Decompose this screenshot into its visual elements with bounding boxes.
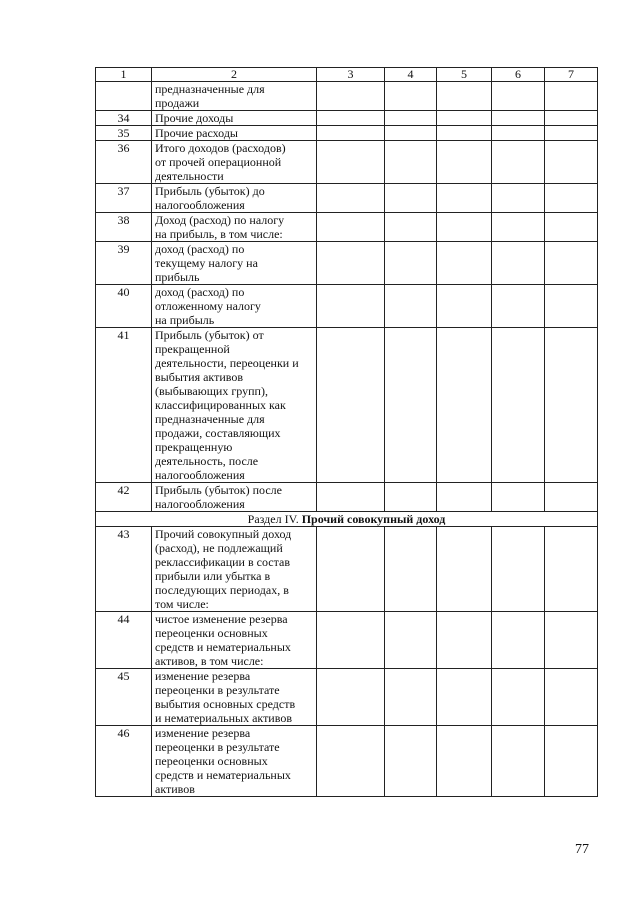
value-cell xyxy=(437,285,492,328)
value-cell xyxy=(545,126,598,141)
row-indicator: Доход (расход) по налогу на прибыль, в том числе: xyxy=(152,213,317,242)
row-number: 46 xyxy=(96,726,152,797)
row-number: 39 xyxy=(96,242,152,285)
table-row xyxy=(96,483,598,512)
column-header: 4 xyxy=(385,68,437,82)
value-cell xyxy=(317,82,385,111)
row-indicator: Итого доходов (расходов) от прочей операционной деятельности xyxy=(152,141,317,184)
value-cell xyxy=(317,126,385,141)
row-indicator: доход (расход) по текущему налогу на прибыль xyxy=(152,242,317,285)
table-row xyxy=(96,285,598,328)
value-cell xyxy=(545,285,598,328)
value-cell xyxy=(437,328,492,483)
value-cell xyxy=(317,285,385,328)
column-header: 3 xyxy=(317,68,385,82)
row-number: 41 xyxy=(96,328,152,483)
value-cell xyxy=(437,483,492,512)
row-indicator: доход (расход) по отложенному налогу на прибыль xyxy=(152,285,317,328)
column-header: 2 xyxy=(152,68,317,82)
value-cell xyxy=(317,527,385,612)
value-cell xyxy=(492,82,545,111)
row-indicator: Прибыль (убыток) после налогообложения xyxy=(152,483,317,512)
row-indicator: чистое изменение резерва переоценки основных средств и нематериальных активов, в том числе: xyxy=(152,612,317,669)
page-number: 77 xyxy=(575,842,589,857)
value-cell xyxy=(437,669,492,726)
value-cell xyxy=(317,184,385,213)
value-cell xyxy=(437,726,492,797)
table-row xyxy=(96,141,598,184)
value-cell xyxy=(492,126,545,141)
value-cell xyxy=(492,328,545,483)
row-indicator: Прочие доходы xyxy=(152,111,317,126)
value-cell xyxy=(437,126,492,141)
table-row xyxy=(96,726,598,797)
column-header: 1 xyxy=(96,68,152,82)
table-row xyxy=(96,82,598,111)
value-cell xyxy=(385,483,437,512)
row-number: 38 xyxy=(96,213,152,242)
value-cell xyxy=(437,111,492,126)
column-header: 6 xyxy=(492,68,545,82)
row-indicator: Прочие расходы xyxy=(152,126,317,141)
table-body xyxy=(96,68,598,797)
row-number: 37 xyxy=(96,184,152,213)
value-cell xyxy=(385,141,437,184)
value-cell xyxy=(385,111,437,126)
value-cell xyxy=(545,242,598,285)
value-cell xyxy=(385,285,437,328)
row-indicator: изменение резерва переоценки в результате переоценки основных средств и нематериальных активов xyxy=(152,726,317,797)
value-cell xyxy=(317,328,385,483)
value-cell xyxy=(492,669,545,726)
value-cell xyxy=(545,483,598,512)
value-cell xyxy=(317,242,385,285)
value-cell xyxy=(437,242,492,285)
value-cell xyxy=(545,328,598,483)
section-heading xyxy=(96,512,598,527)
financial-report-table xyxy=(95,67,598,797)
value-cell xyxy=(545,213,598,242)
value-cell xyxy=(317,141,385,184)
value-cell xyxy=(545,612,598,669)
value-cell xyxy=(437,527,492,612)
table-row xyxy=(96,612,598,669)
column-header: 7 xyxy=(545,68,598,82)
value-cell xyxy=(385,328,437,483)
value-cell xyxy=(385,126,437,141)
table-row xyxy=(96,213,598,242)
table-row xyxy=(96,126,598,141)
row-number: 35 xyxy=(96,126,152,141)
value-cell xyxy=(317,726,385,797)
row-number: 40 xyxy=(96,285,152,328)
row-number: 36 xyxy=(96,141,152,184)
row-number: 34 xyxy=(96,111,152,126)
row-number xyxy=(96,82,152,111)
row-number: 42 xyxy=(96,483,152,512)
table-row xyxy=(96,328,598,483)
value-cell xyxy=(545,527,598,612)
value-cell xyxy=(317,111,385,126)
value-cell xyxy=(545,141,598,184)
value-cell xyxy=(492,527,545,612)
row-number: 45 xyxy=(96,669,152,726)
value-cell xyxy=(437,184,492,213)
value-cell xyxy=(385,527,437,612)
value-cell xyxy=(385,213,437,242)
value-cell xyxy=(317,483,385,512)
value-cell xyxy=(317,669,385,726)
value-cell xyxy=(492,111,545,126)
section-title: Прочий совокупный доход xyxy=(301,512,446,526)
section-row xyxy=(96,512,598,527)
table-row xyxy=(96,669,598,726)
table-header-row xyxy=(96,68,598,82)
value-cell xyxy=(545,726,598,797)
value-cell xyxy=(545,184,598,213)
value-cell xyxy=(385,242,437,285)
value-cell xyxy=(385,612,437,669)
value-cell xyxy=(545,669,598,726)
value-cell xyxy=(385,669,437,726)
value-cell xyxy=(385,184,437,213)
row-indicator: Прочий совокупный доход (расход), не подлежащий реклассификации в состав прибыли или убытка в последующих периодах, в том числе: xyxy=(152,527,317,612)
value-cell xyxy=(492,285,545,328)
column-header: 5 xyxy=(437,68,492,82)
value-cell xyxy=(492,242,545,285)
table-row xyxy=(96,242,598,285)
table-row xyxy=(96,184,598,213)
row-number: 44 xyxy=(96,612,152,669)
value-cell xyxy=(492,726,545,797)
value-cell xyxy=(317,612,385,669)
row-indicator: Прибыль (убыток) до налогообложения xyxy=(152,184,317,213)
value-cell xyxy=(492,612,545,669)
row-indicator: Прибыль (убыток) от прекращенной деятельности, переоценки и выбытия активов (выбывающих групп), классифицированных как предназначенные для продажи, составляющих прекращенную деятельность, после налогообложения xyxy=(152,328,317,483)
table-row xyxy=(96,527,598,612)
value-cell xyxy=(492,213,545,242)
value-cell xyxy=(492,184,545,213)
value-cell xyxy=(385,82,437,111)
section-prefix: Раздел IV. xyxy=(247,512,302,526)
row-indicator: предназначенные для продажи xyxy=(152,82,317,111)
row-number: 43 xyxy=(96,527,152,612)
row-indicator: изменение резерва переоценки в результате выбытия основных средств и нематериальных активов xyxy=(152,669,317,726)
value-cell xyxy=(492,483,545,512)
value-cell xyxy=(437,612,492,669)
value-cell xyxy=(317,213,385,242)
value-cell xyxy=(545,82,598,111)
table-row xyxy=(96,111,598,126)
value-cell xyxy=(545,111,598,126)
value-cell xyxy=(437,213,492,242)
value-cell xyxy=(437,141,492,184)
report-form-sheet xyxy=(95,67,597,797)
value-cell xyxy=(437,82,492,111)
value-cell xyxy=(385,726,437,797)
value-cell xyxy=(492,141,545,184)
